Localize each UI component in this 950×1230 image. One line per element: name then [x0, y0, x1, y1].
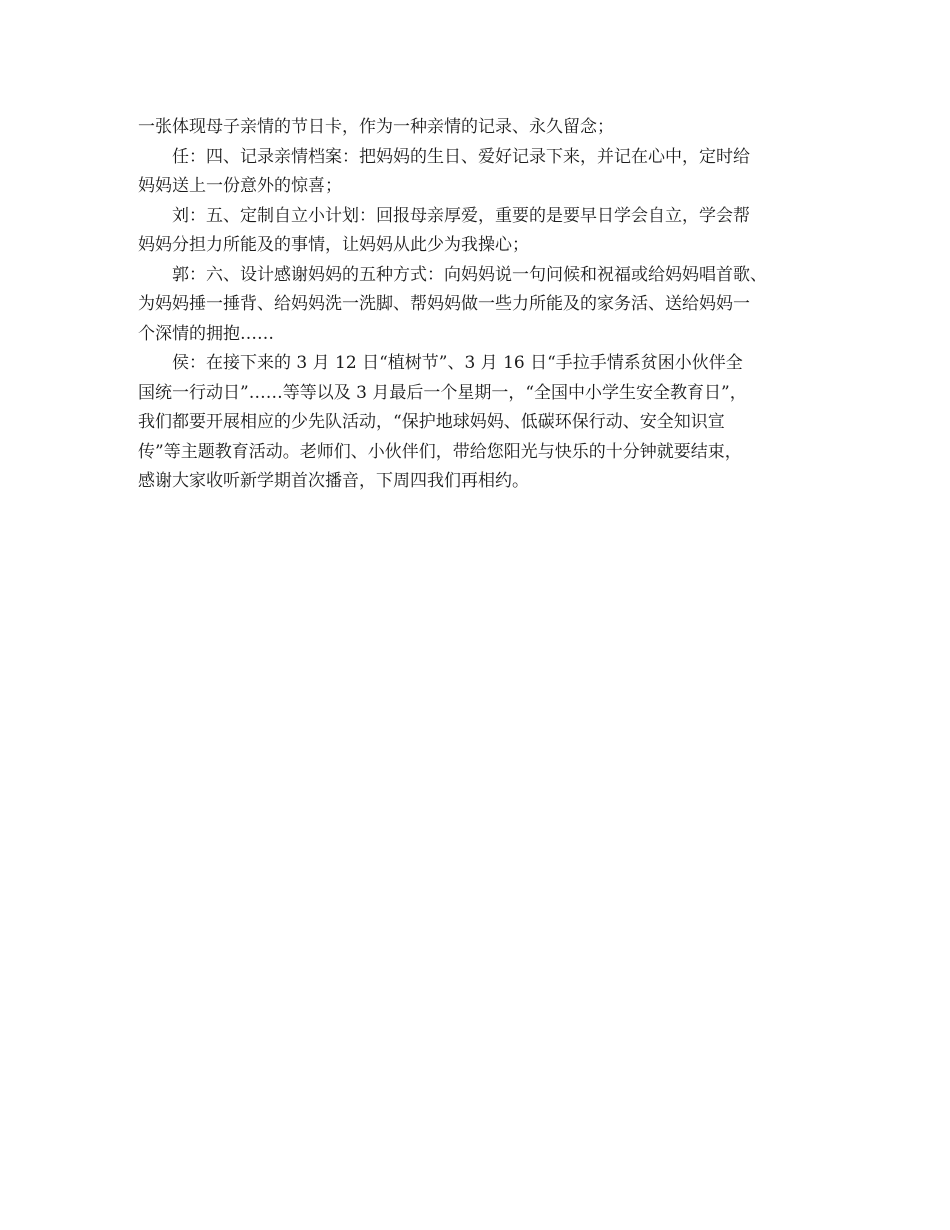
body-text: [138, 113, 818, 497]
text-line: 一张体现母子亲情的节日卡，作为一种亲情的记录、永久留念；: [138, 117, 614, 137]
text-line: 妈妈送上一份意外的惊喜；: [138, 176, 342, 196]
text-line: 妈妈分担力所能及的事情，让妈妈从此少为我操心；: [138, 235, 529, 255]
paragraph-line: 侯：在接下来的 3 月 12 日“植树节”、3 月 16 日“手拉手情系贫困小伙伴全: [172, 353, 743, 373]
paragraph-line: 郭：六、设计感谢妈妈的五种方式：向妈妈说一句问候和祝福或给妈妈唱首歌、: [172, 264, 767, 285]
text-line: 感谢大家收听新学期首次播音，下周四我们再相约。: [138, 471, 529, 491]
text-line: 国统一行动日”……等等以及 3 月最后一个星期一，“全国中小学生安全教育日”，: [138, 382, 747, 403]
text-line: 个深情的拥抱……: [138, 323, 274, 344]
text-line: 为妈妈捶一捶背、给妈妈洗一洗脚、帮妈妈做一些力所能及的家务活、送给妈妈一: [138, 294, 750, 314]
text-line: 传”等主题教育活动。老师们、小伙伴们，带给您阳光与快乐的十分钟就要结束，: [138, 441, 742, 462]
text-line: 我们都要开展相应的少先队活动，“保护地球妈妈、低碳环保行动、安全知识宣: [138, 412, 725, 432]
paragraph-line: 任：四、记录亲情档案：把妈妈的生日、爱好记录下来，并记在心中，定时给: [172, 146, 750, 167]
paragraph-line: 刘：五、定制自立小计划：回报母亲厚爱，重要的是要早日学会自立，学会帮: [172, 205, 750, 226]
